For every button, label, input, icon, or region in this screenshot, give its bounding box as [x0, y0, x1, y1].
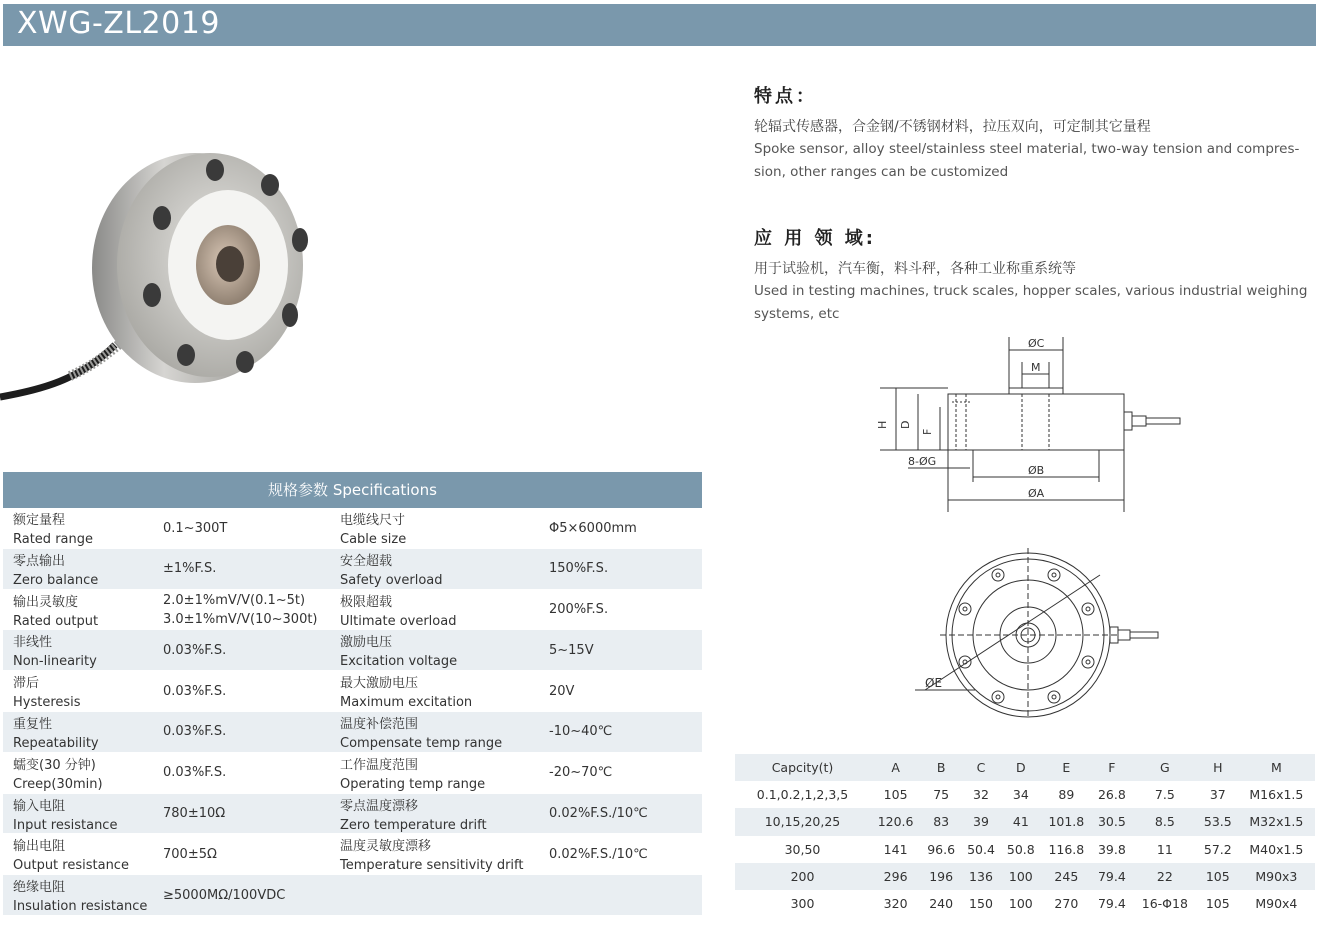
spec-param-cn-2: 电缆线尺寸: [340, 513, 406, 528]
spec-param-value: [163, 590, 318, 630]
spec-param-en: Output resistance: [13, 858, 129, 874]
spec-row: [3, 834, 702, 875]
spec-value-line1: 0.03%F.S.: [163, 642, 227, 658]
spec-param-label-2: [340, 633, 457, 671]
specifications-header: 规格参数 Specifications: [3, 472, 702, 508]
features-en-line1: Spoke sensor, alloy steel/stainless steel material, two-way tension and compres-: [754, 141, 1300, 157]
spec-param-cn: 非线性: [13, 635, 53, 651]
spec-row: [3, 508, 702, 549]
spec-row: [3, 875, 702, 916]
dimensions-header-cell: H: [1198, 754, 1238, 781]
title-bar: [3, 4, 1316, 46]
applications-en-line2: systems, etc: [754, 306, 840, 322]
dimensions-cell: 32: [973, 787, 989, 803]
label-d: D: [899, 420, 912, 429]
spec-param-cn: 滞后: [13, 676, 40, 692]
dimensions-header-cell: C: [961, 754, 1001, 781]
dimensions-row: [735, 890, 1315, 917]
spec-param-cn-2: 零点温度漂移: [340, 798, 419, 814]
spec-row: [3, 630, 702, 671]
specifications-table: [3, 472, 702, 916]
dimensions-cell: 41: [1001, 808, 1041, 835]
spec-param-en-2: Operating temp range: [340, 776, 486, 792]
dimensions-cell: 100: [1008, 896, 1033, 912]
spec-param-value: [163, 712, 226, 752]
page-title: XWG-ZL2019: [17, 6, 220, 41]
label-b: ØB: [1028, 464, 1045, 477]
dimensions-cell: 83: [921, 808, 961, 835]
spec-param-cn-2: 极限超载: [340, 594, 393, 610]
dimensions-cell: 50.8: [1006, 841, 1035, 857]
dimensions-cell: 50.4: [967, 841, 995, 857]
spec-value-line1: 2.0±1%mV/V(0.1~5t): [163, 592, 306, 608]
spec-param-cn-2: 安全超载: [340, 553, 393, 569]
dimensions-cell: 7.5: [1154, 787, 1175, 803]
spec-param-value-2: 200%F.S.: [549, 602, 609, 618]
dimensions-cell: 89: [1058, 787, 1075, 803]
spec-param-value: [163, 630, 226, 670]
spec-param-cn-2: 工作温度范围: [340, 757, 419, 773]
spec-param-en-2: Ultimate overload: [340, 613, 457, 629]
dimensions-cell: 79.4: [1092, 863, 1132, 890]
spec-row: [3, 590, 702, 631]
label-h: H: [876, 420, 889, 429]
dimensions-cell: 10,15,20,25: [735, 808, 870, 835]
spec-param-en-2: Temperature sensitivity drift: [340, 858, 524, 874]
dimensions-cell: 141: [883, 841, 908, 857]
dimensions-cell: 96.6: [927, 841, 956, 857]
spec-param-en: Rated range: [13, 532, 93, 547]
dimensions-cell: 116.8: [1048, 841, 1085, 857]
label-m: M: [1031, 361, 1041, 374]
applications-cn: 用于试验机，汽车衡，料斗秤，各种工业称重系统等: [754, 261, 1076, 277]
spec-param-en: Hysteresis: [13, 695, 81, 711]
spec-param-label: [13, 633, 97, 671]
spec-param-cn: 输入电阻: [13, 798, 66, 814]
spec-param-cn: 输出电阻: [13, 839, 66, 855]
label-a: ØA: [1028, 487, 1045, 500]
applications-section: [754, 224, 1314, 326]
spec-row: [3, 549, 702, 590]
dimensions-cell: 30,50: [784, 841, 821, 857]
spec-param-en-2: Cable size: [340, 532, 407, 547]
spec-param-value-2: Φ5×6000mm: [549, 520, 637, 536]
spec-param-cn: 蠕变(30 分钟): [13, 757, 96, 773]
dimensions-header-cell: A: [870, 754, 921, 781]
spec-param-label: [13, 511, 93, 549]
spec-param-value: [163, 875, 285, 915]
dimensions-cell: M40x1.5: [1249, 841, 1304, 857]
spec-value-line1: 0.1~300T: [163, 520, 228, 536]
spec-row: [3, 712, 702, 753]
spec-param-en: Rated output: [13, 613, 99, 629]
dimensions-cell: M16x1.5: [1249, 787, 1304, 803]
spec-value-line1: 700±5Ω: [163, 846, 217, 862]
spec-param-value-2: -20~70℃: [549, 765, 613, 781]
dimensions-cell: 105: [1205, 896, 1230, 912]
spec-param-cn: 零点输出: [13, 553, 66, 569]
dimensions-cell: M90x4: [1255, 896, 1298, 912]
dimensions-header-cell: G: [1132, 754, 1198, 781]
spec-param-label-2: [340, 511, 406, 549]
dimensions-header-cell: Capcity(t): [735, 754, 870, 781]
spec-param-cn-2: 最大激励电压: [340, 676, 419, 692]
dimensions-cell: 39: [961, 808, 1001, 835]
applications-title: 应 用 领 域:: [754, 228, 876, 249]
spec-param-value: [163, 549, 216, 589]
spec-param-en-2: Zero temperature drift: [340, 817, 487, 833]
spec-param-label-2: [340, 715, 502, 753]
spec-value-line1: 0.03%F.S.: [163, 683, 227, 699]
dimensions-cell: 136: [961, 863, 1001, 890]
spec-param-value: [163, 794, 225, 834]
dimensions-cell: 240: [929, 896, 954, 912]
label-e: ØE: [925, 676, 943, 690]
features-section: [754, 82, 1314, 184]
spec-param-label: [13, 593, 98, 631]
dimensions-cell: M90x3: [1238, 863, 1315, 890]
spec-param-value: [163, 508, 227, 548]
spec-value-line1: 780±10Ω: [163, 806, 226, 822]
dimensions-cell: 11: [1156, 841, 1173, 857]
dimensions-cell: 26.8: [1097, 787, 1126, 803]
dimensions-cell: 75: [933, 787, 950, 803]
spec-param-value-2: 5~15V: [549, 642, 594, 658]
dimensions-cell: 120.6: [870, 808, 921, 835]
spec-param-cn: 重复性: [13, 716, 53, 732]
spec-param-label-2: [340, 797, 487, 835]
dimensions-cell: 30.5: [1092, 808, 1132, 835]
dimensions-header-cell: D: [1001, 754, 1041, 781]
spec-param-value: [163, 671, 226, 711]
spec-param-cn: 绝缘电阻: [13, 880, 66, 896]
spec-param-en: Zero balance: [13, 572, 99, 588]
dimensions-row: [735, 808, 1315, 835]
dimensions-table: [735, 754, 1315, 917]
spec-param-en: Non-linearity: [13, 654, 97, 670]
dimensions-cell: M32x1.5: [1238, 808, 1315, 835]
dimensions-cell: 196: [921, 863, 961, 890]
spec-param-cn-2: 激励电压: [340, 635, 393, 651]
spec-param-label: [13, 837, 129, 875]
spec-param-en: Insulation resistance: [13, 899, 148, 915]
spec-param-en: Creep(30min): [13, 776, 103, 792]
spec-param-value-2: -10~40℃: [549, 724, 613, 740]
dimensions-cell: 270: [1054, 896, 1079, 912]
dimensions-cell: 79.4: [1097, 896, 1126, 912]
spec-param-label: [13, 756, 103, 794]
spec-param-label: [13, 715, 99, 753]
features-title: 特点：: [754, 86, 817, 107]
spec-value-line1: 0.03%F.S.: [163, 724, 227, 740]
dimensions-row: [735, 781, 1315, 808]
spec-param-label-2: [340, 593, 456, 631]
spec-param-value-2: 0.02%F.S./10℃: [549, 806, 648, 822]
dimensions-cell: 16-Φ18: [1141, 896, 1188, 912]
dimensions-cell: 101.8: [1041, 808, 1092, 835]
spec-param-en: Input resistance: [13, 817, 118, 833]
spec-param-value: [163, 753, 226, 793]
label-g: 8-ØG: [908, 455, 937, 468]
spec-param-value: [163, 834, 217, 874]
spec-value-line1: 0.03%F.S.: [163, 765, 227, 781]
spec-row: [3, 794, 702, 835]
spec-param-label: [13, 797, 117, 835]
label-oc: ØC: [1028, 337, 1045, 350]
dimensions-cell: 150: [969, 896, 993, 912]
dimensions-row: [735, 836, 1315, 863]
dimensions-cell: 0.1,0.2,1,2,3,5: [756, 787, 849, 803]
label-f: F: [921, 428, 934, 435]
spec-param-en-2: Excitation voltage: [340, 654, 458, 670]
dimensions-cell: 200: [735, 863, 870, 890]
dimensions-header-cell: B: [921, 754, 961, 781]
spec-param-value-2: 0.02%F.S./10℃: [549, 846, 648, 862]
dimensions-row: [735, 863, 1315, 890]
spec-row: [3, 671, 702, 712]
spec-param-value-2: 20V: [549, 683, 575, 699]
dimensions-cell: 37: [1209, 787, 1226, 803]
load-cell-photo: [0, 140, 330, 410]
spec-param-en-2: Safety overload: [340, 572, 443, 588]
dimensions-cell: 39.8: [1097, 841, 1126, 857]
spec-param-value-2: 150%F.S.: [549, 561, 609, 577]
dimensions-cell: 296: [870, 863, 921, 890]
spec-row: [3, 753, 702, 794]
dimensions-cell: 57.2: [1203, 841, 1232, 857]
dimensions-cell: 34: [1012, 787, 1029, 803]
spec-param-label: [13, 674, 81, 712]
spec-param-cn: 额定量程: [13, 513, 66, 528]
dimensions-cell: 8.5: [1132, 808, 1198, 835]
spec-value-line2: 3.0±1%mV/V(10~300t): [163, 611, 318, 627]
dimensions-cell: 105: [1198, 863, 1238, 890]
spec-param-label: [13, 878, 147, 916]
dimensions-cell: 22: [1132, 863, 1198, 890]
spec-param-en-2: Compensate temp range: [340, 735, 503, 751]
spec-param-label-2: [340, 837, 523, 875]
features-cn: 轮辐式传感器，合金钢/不锈钢材料，拉压双向，可定制其它量程: [754, 119, 1151, 135]
dimensions-cell: 100: [1001, 863, 1041, 890]
dimensions-header-cell: M: [1238, 754, 1315, 781]
spec-param-cn-2: 温度灵敏度漂移: [340, 839, 432, 855]
applications-en-line1: Used in testing machines, truck scales, hopper scales, various industrial weighing: [754, 283, 1308, 299]
spec-value-line1: ±1%F.S.: [163, 561, 217, 577]
dimensions-header-row: [735, 754, 1315, 781]
dimensions-cell: 105: [883, 787, 908, 803]
spec-param-en-2: Maximum excitation: [340, 695, 473, 711]
spec-param-label-2: [340, 756, 485, 794]
spec-param-label-2: [340, 674, 472, 712]
spec-param-cn-2: 温度补偿范围: [340, 716, 419, 732]
spec-value-line1: ≥5000MΩ/100VDC: [163, 887, 286, 903]
side-view-drawing: [878, 332, 1188, 518]
dimensions-cell: 300: [790, 896, 815, 912]
spec-param-label-2: [340, 552, 443, 590]
spec-param-en: Repeatability: [13, 735, 99, 751]
spec-param-cn: 输出灵敏度: [13, 594, 79, 610]
dimensions-header-cell: F: [1092, 754, 1132, 781]
dimensions-cell: 245: [1041, 863, 1092, 890]
spec-param-label: [13, 552, 98, 590]
top-view-drawing: [900, 545, 1190, 720]
dimensions-cell: 53.5: [1198, 808, 1238, 835]
features-en-line2: sion, other ranges can be customized: [754, 164, 1009, 180]
dimensions-cell: 320: [883, 896, 908, 912]
dimensions-header-cell: E: [1041, 754, 1092, 781]
